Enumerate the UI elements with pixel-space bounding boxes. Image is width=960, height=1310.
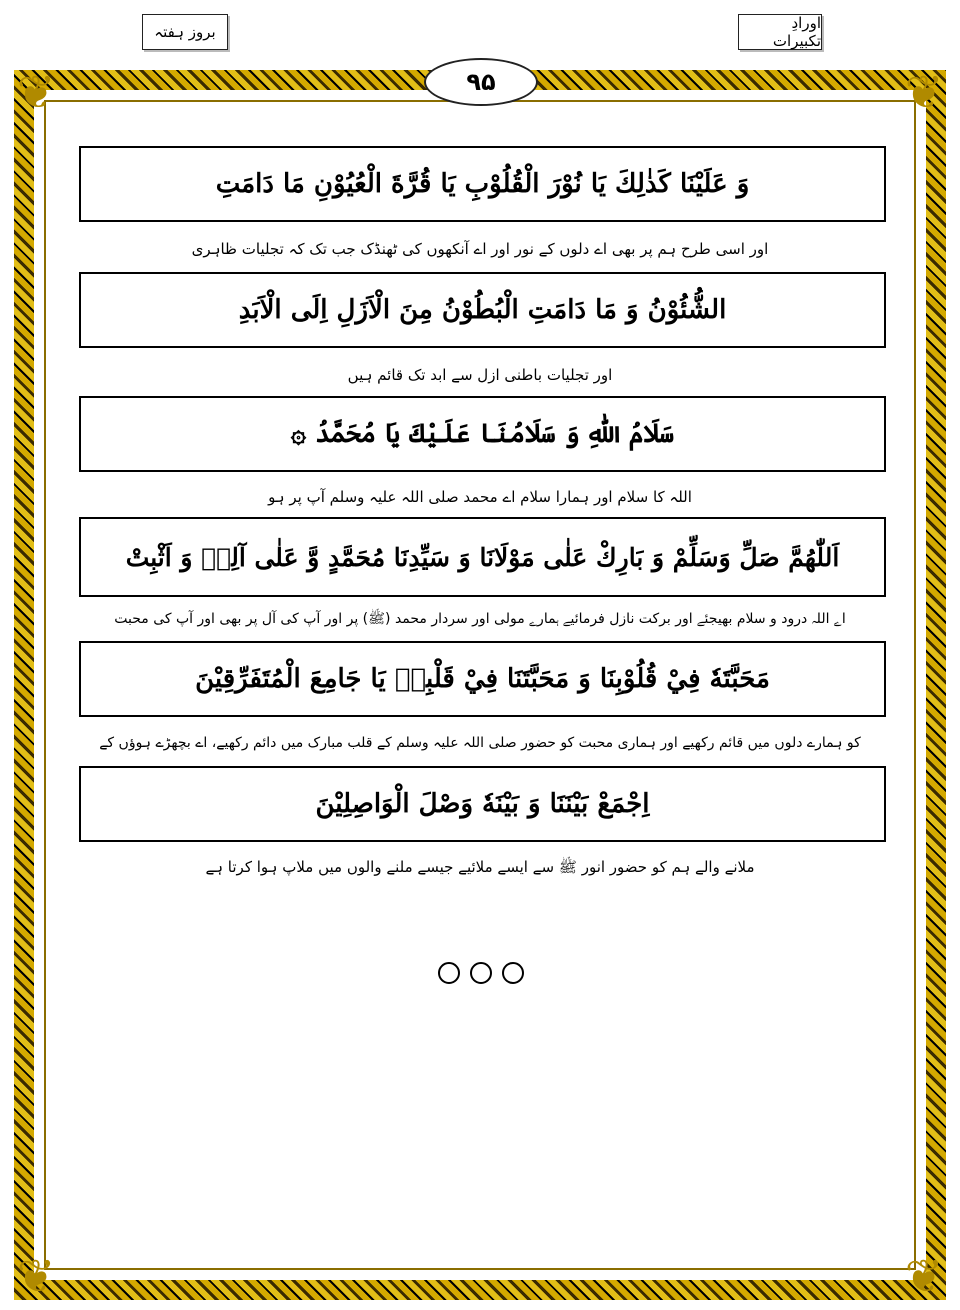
urdu-translation-5: کو ہمارے دلوں میں قائم رکھیے اور ہماری محبت کو حضور صلی اللہ علیہ وسلم کے قلب مبارک میں دائم رکھیے، اے بچھڑے ہوؤں کے: [99, 735, 861, 751]
arabic-verse-4: اَللّٰهُمَّ صَلِّ وَسَلِّمْ وَ بَارِكْ عَلٰى مَوْلَانَا وَ سَيِّدِنَا مُحَمَّدٍ وَّ عَلٰى آلِهٖ وَ اَثْبِتْ: [79, 517, 886, 597]
corner-ornament-icon: ❦: [904, 65, 944, 119]
corner-ornament-icon: ❦: [16, 65, 56, 119]
arabic-verse-3: سَلَامُ اللّٰهِ وَ سَلَامُنَا عَلَيْكَ يَا مُحَمَّدُ ۞: [79, 396, 886, 472]
page-number: ۹۵: [424, 58, 538, 106]
book-title: اورادِ تکبیرات: [738, 14, 822, 50]
corner-ornament-icon: ❦: [904, 1249, 944, 1303]
circle-icon: [502, 962, 524, 984]
circle-icon: [438, 962, 460, 984]
day-label: بروز ہفتہ: [142, 14, 228, 50]
urdu-translation-6: ملانے والے ہم کو حضور انور ﷺ سے ایسے ملائیے جیسے ملنے والوں میں ملاپ ہوا کرتا ہے: [205, 858, 755, 876]
three-circles-icon: [438, 958, 524, 988]
circle-icon: [470, 962, 492, 984]
urdu-translation-2: اور تجلیات باطنی ازل سے ابد تک قائم ہیں: [347, 366, 613, 384]
urdu-translation-3: اللہ کا سلام اور ہمارا سلام اے محمد صلی اللہ علیہ وسلم آپ پر ہو: [268, 488, 692, 506]
urdu-translation-1: اور اسی طرح ہم پر بھی اے دلوں کے نور اور اے آنکھوں کی ٹھنڈک جب تک کہ تجلیات ظاہری: [191, 240, 769, 258]
arabic-verse-6: اِجْمَعْ بَيْنَنَا وَ بَيْنَهٗ وَصْلَ الْوَاصِلِيْنَ: [79, 766, 886, 842]
corner-ornament-icon: ❦: [16, 1249, 56, 1303]
arabic-verse-1: وَ عَلَيْنَا كَذٰلِكَ يَا نُوْرَ الْقُلُوْبِ يَا قُرَّةَ الْعُيُوْنِ مَا دَامَتِ: [79, 146, 886, 222]
arabic-verse-5: مَحَبَّتَهٗ فِيْ قُلُوْبِنَا وَ مَحَبَّتَنَا فِيْ قَلْبِهٖ يَا جَامِعَ الْمُتَفَرِّقِيْنَ: [79, 641, 886, 717]
urdu-translation-4: اے اللہ درود و سلام بھیجئے اور برکت نازل فرمائیے ہمارے مولی اور سردار محمد (ﷺ) پر اور آپ کی آل پر بھی اور آپ کی محبت: [114, 611, 846, 627]
arabic-verse-2: الشُّئُوْنُ وَ مَا دَامَتِ الْبُطُوْنُ مِنَ الْاَزَلِ اِلَى الْاَبَدِ: [79, 272, 886, 348]
